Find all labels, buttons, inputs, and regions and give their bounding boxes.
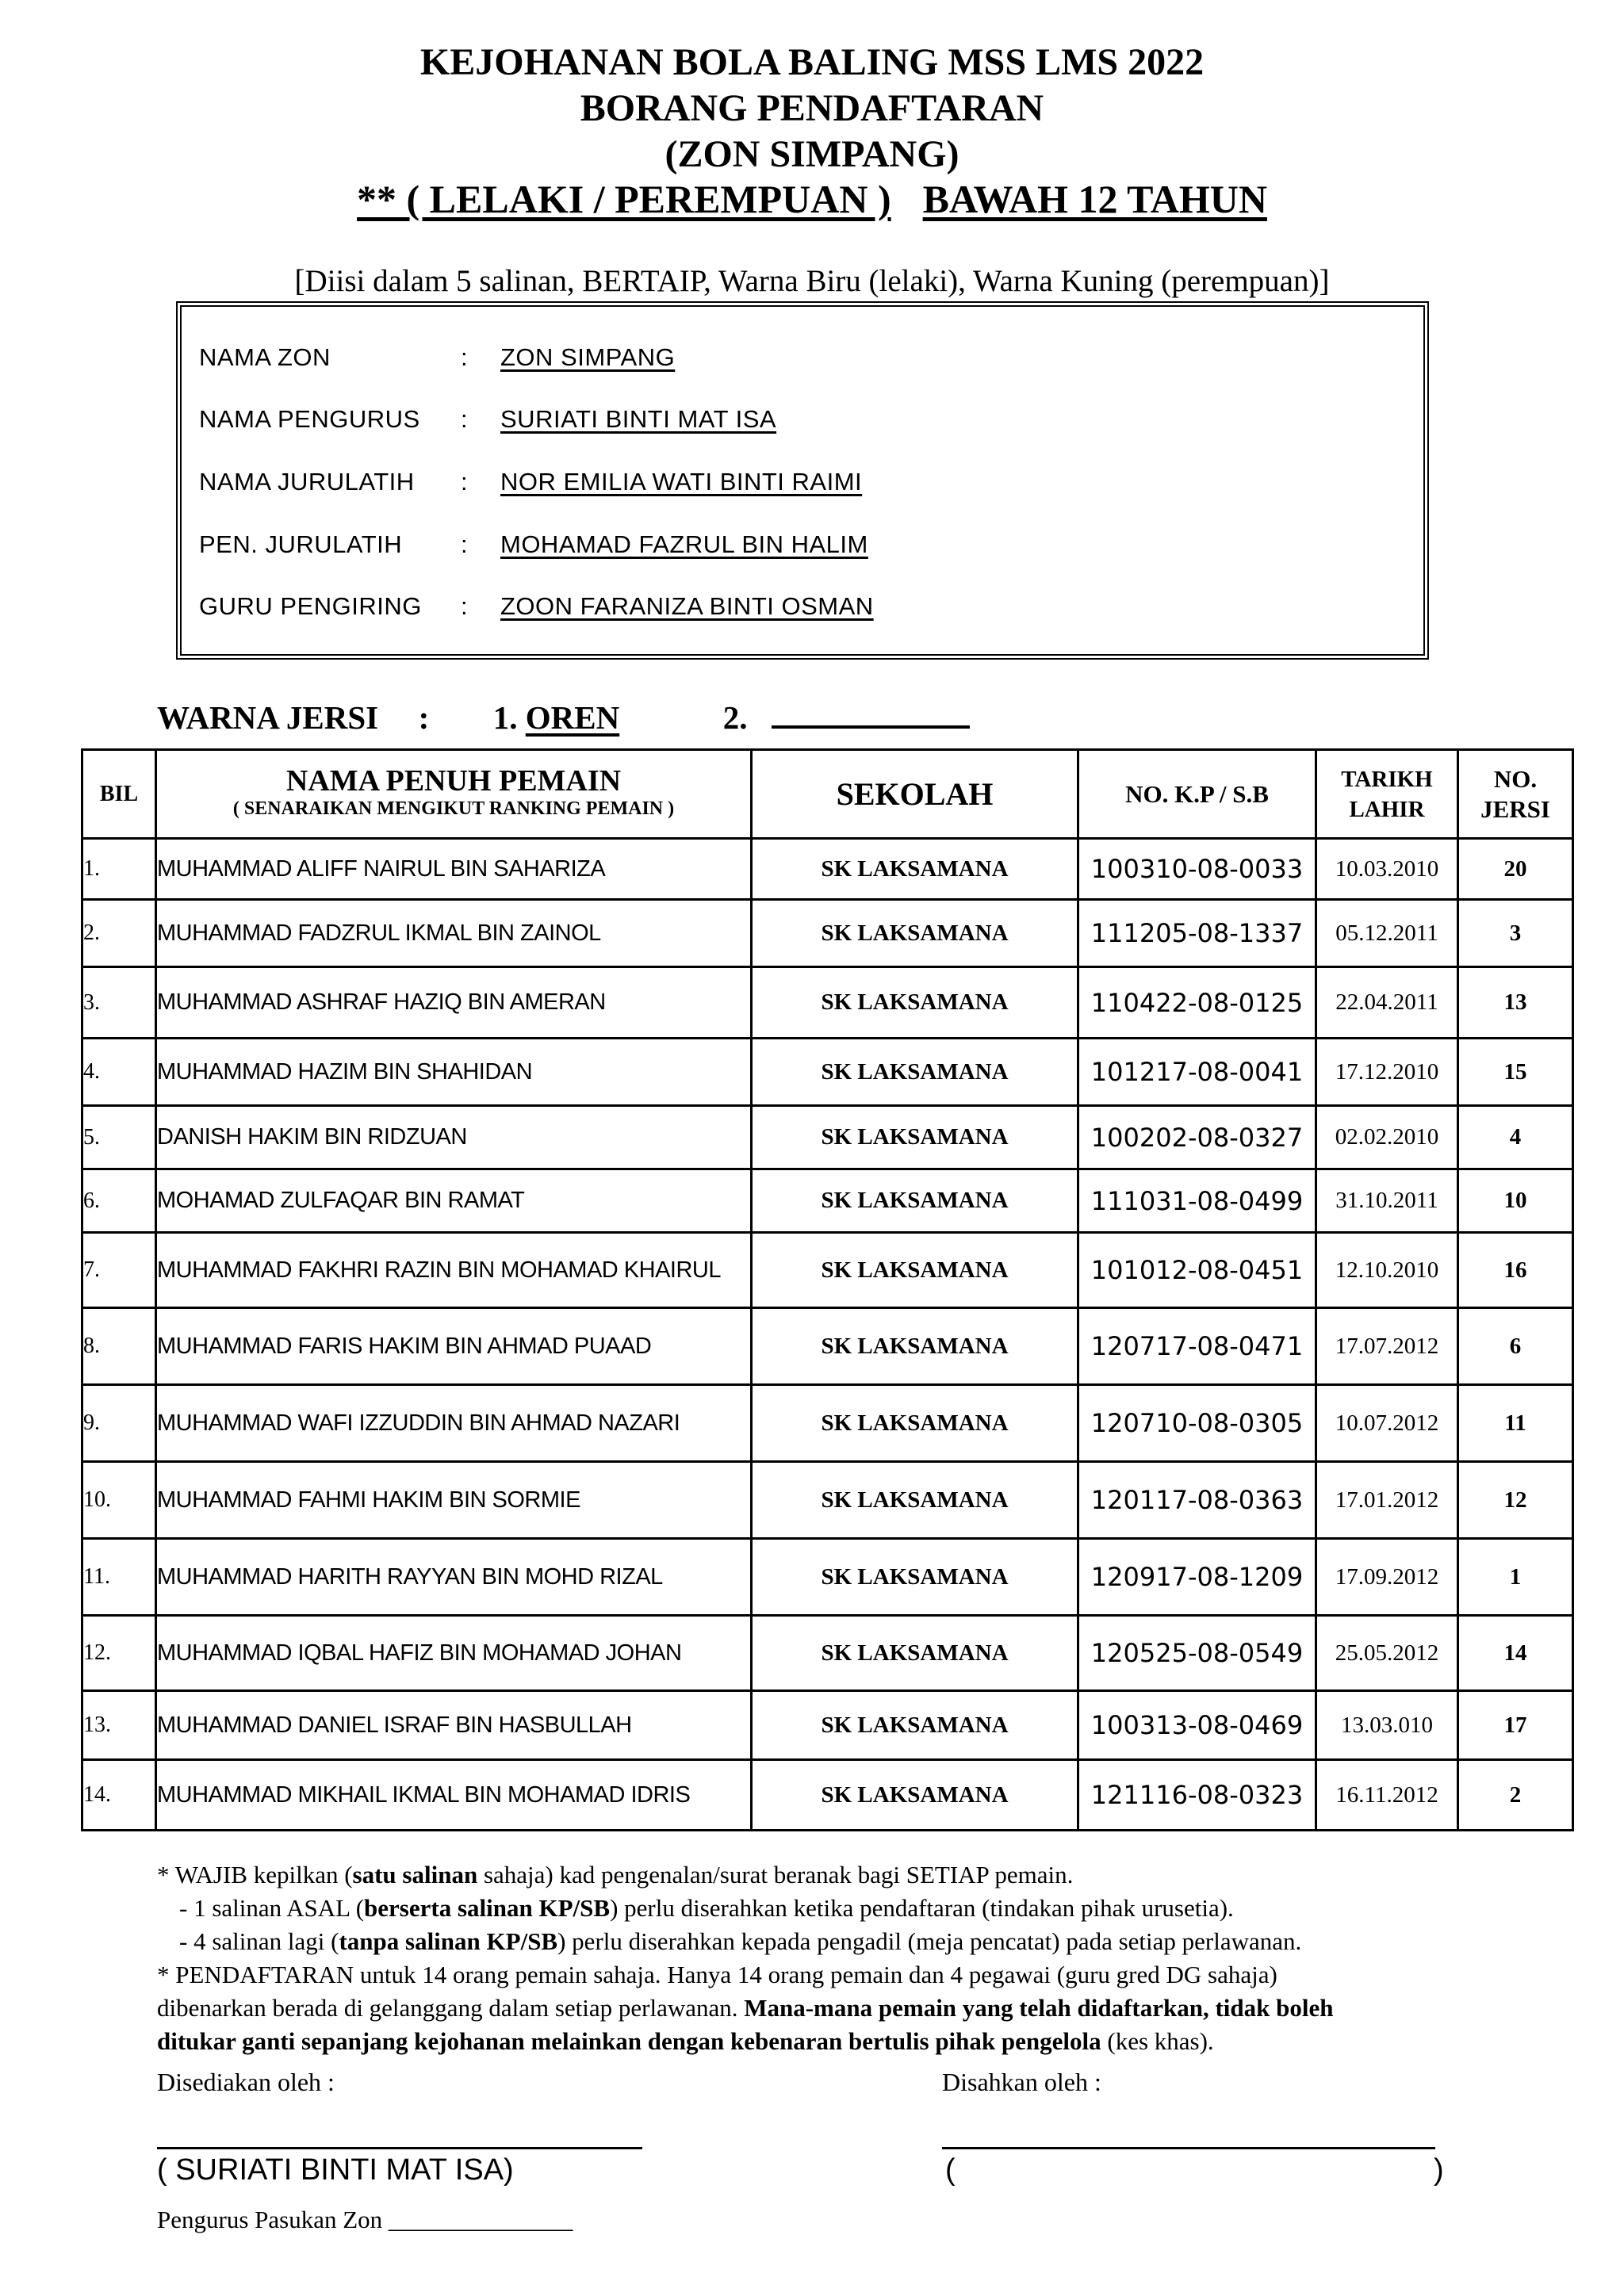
- cell-bil: 13.: [82, 1691, 156, 1760]
- cell-tarikh: 16.11.2012: [1316, 1760, 1458, 1831]
- cell-jersi: 12: [1458, 1462, 1573, 1539]
- cell-sekolah: SK LAKSAMANA: [752, 967, 1078, 1039]
- info-row-zone: [199, 343, 675, 372]
- cell-bil: 2.: [82, 900, 156, 967]
- cell-kp: 120117-08-0363: [1078, 1462, 1316, 1539]
- cell-tarikh: 10.07.2012: [1316, 1385, 1458, 1462]
- player-table: [81, 748, 1574, 1831]
- cell-kp: 100202-08-0327: [1078, 1106, 1316, 1169]
- team-info-box: [176, 301, 1429, 660]
- table-row: [82, 1760, 1573, 1831]
- cell-sekolah: SK LAKSAMANA: [752, 1169, 1078, 1233]
- cell-nama: MUHAMMAD DANIEL ISRAF BIN HASBULLAH: [156, 1691, 752, 1760]
- col-header-tarikh-1: TARIKH: [1341, 766, 1433, 792]
- cell-nama: MUHAMMAD WAFI IZZUDDIN BIN AHMAD NAZARI: [156, 1385, 752, 1462]
- note-text: ) perlu diserahkan ketika pendaftaran (tindakan pihak urusetia).: [610, 1894, 1234, 1922]
- cell-jersi: 20: [1458, 839, 1573, 900]
- cell-kp: 101217-08-0041: [1078, 1039, 1316, 1106]
- approved-by-close-paren: ): [1434, 2153, 1444, 2187]
- note-text: dibenarkan berada di gelanggang dalam setiap perlawanan.: [157, 1994, 745, 2022]
- cell-bil: 3.: [82, 967, 156, 1039]
- cell-bil: 12.: [82, 1616, 156, 1691]
- note-text: - 1 salinan ASAL (: [179, 1894, 365, 1922]
- note-text: (kes khas).: [1101, 2027, 1214, 2055]
- cell-kp: 100313-08-0469: [1078, 1691, 1316, 1760]
- prepared-by-signature-line: [157, 2147, 642, 2149]
- cell-sekolah: SK LAKSAMANA: [752, 1616, 1078, 1691]
- cell-tarikh: 31.10.2011: [1316, 1169, 1458, 1233]
- approved-by-open-paren: (: [945, 2153, 956, 2187]
- cell-kp: 100310-08-0033: [1078, 839, 1316, 900]
- col-header-jersi-1: NO.: [1493, 764, 1538, 793]
- note-line: [157, 1858, 1505, 1892]
- cell-jersi: 17: [1458, 1691, 1573, 1760]
- table-row: [82, 839, 1573, 900]
- cell-bil: 4.: [82, 1039, 156, 1106]
- info-colon: :: [461, 468, 469, 496]
- cell-tarikh: 05.12.2011: [1316, 900, 1458, 967]
- cell-sekolah: SK LAKSAMANA: [752, 839, 1078, 900]
- table-row: [82, 1539, 1573, 1616]
- cell-tarikh: 17.12.2010: [1316, 1039, 1458, 1106]
- note-line: [157, 1925, 1505, 1958]
- cell-tarikh: 17.09.2012: [1316, 1539, 1458, 1616]
- info-colon: :: [461, 530, 469, 558]
- info-label: NAMA ZON: [199, 343, 331, 371]
- table-row: [82, 1233, 1573, 1308]
- form-title-line2: BORANG PENDAFTARAN: [580, 87, 1044, 129]
- cell-tarikh: 17.01.2012: [1316, 1462, 1458, 1539]
- info-value: NOR EMILIA WATI BINTI RAIMI: [500, 468, 863, 496]
- note-line: [157, 1892, 1505, 1925]
- table-row: [82, 1169, 1573, 1233]
- note-text: sahaja) kad pengenalan/surat beranak bagi SETIAP pemain.: [477, 1861, 1074, 1888]
- cell-jersi: 10: [1458, 1169, 1573, 1233]
- col-header-tarikh-2: LAHIR: [1349, 796, 1425, 822]
- cell-kp: 120710-08-0305: [1078, 1385, 1316, 1462]
- cell-kp: 111205-08-1337: [1078, 900, 1316, 967]
- info-value: SURIATI BINTI MAT ISA: [500, 405, 777, 433]
- col-header-nama-main: NAMA PENUH PEMAIN: [285, 764, 622, 798]
- cell-tarikh: 12.10.2010: [1316, 1233, 1458, 1308]
- cell-tarikh: 10.03.2010: [1316, 839, 1458, 900]
- note-bold: tanpa salinan KP/SB: [339, 1927, 558, 1955]
- info-label: PEN. JURULATIH: [199, 530, 403, 558]
- cell-sekolah: SK LAKSAMANA: [752, 1691, 1078, 1760]
- cell-kp: 121116-08-0323: [1078, 1760, 1316, 1831]
- note-line: [157, 1992, 1505, 2025]
- table-row: [82, 1308, 1573, 1385]
- info-label: NAMA PENGURUS: [199, 405, 420, 433]
- col-header-jersi: [1458, 750, 1573, 839]
- info-label: NAMA JURULATIH: [199, 468, 415, 496]
- cell-sekolah: SK LAKSAMANA: [752, 1106, 1078, 1169]
- form-title-line1: KEJOHANAN BOLA BALING MSS LMS 2022: [419, 41, 1205, 83]
- prepared-by-name: ( SURIATI BINTI MAT ISA): [157, 2153, 514, 2187]
- cell-sekolah: SK LAKSAMANA: [752, 900, 1078, 967]
- info-row-escort-teacher: [199, 592, 874, 621]
- cell-nama: MUHAMMAD ASHRAF HAZIQ BIN AMERAN: [156, 967, 752, 1039]
- col-header-nama: [156, 750, 752, 839]
- approved-by-signature-line: [942, 2147, 1435, 2149]
- info-label: GURU PENGIRING: [199, 592, 422, 620]
- gender-category: ** ( LELAKI / PEREMPUAN ): [357, 177, 891, 221]
- jersey-color-line: [157, 694, 970, 737]
- col-header-kp: NO. K.P / S.B: [1078, 750, 1316, 839]
- jersey-colon: :: [418, 699, 430, 736]
- cell-tarikh: 02.02.2010: [1316, 1106, 1458, 1169]
- cell-jersi: 15: [1458, 1039, 1573, 1106]
- cell-kp: 120525-08-0549: [1078, 1616, 1316, 1691]
- cell-tarikh: 22.04.2011: [1316, 967, 1458, 1039]
- approved-by-label: Disahkan oleh :: [942, 2068, 1101, 2096]
- cell-nama: DANISH HAKIM BIN RIDZUAN: [156, 1106, 752, 1169]
- cell-bil: 14.: [82, 1760, 156, 1831]
- cell-jersi: 16: [1458, 1233, 1573, 1308]
- cell-nama: MUHAMMAD HAZIM BIN SHAHIDAN: [156, 1039, 752, 1106]
- note-line: * PENDAFTARAN untuk 14 orang pemain sahaja. Hanya 14 orang pemain dan 4 pegawai (guru gred DG sahaja): [157, 1961, 1277, 1988]
- note-bold: Mana-mana pemain yang telah didaftarkan, tidak boleh: [744, 1994, 1334, 2022]
- cell-sekolah: SK LAKSAMANA: [752, 1539, 1078, 1616]
- cell-sekolah: SK LAKSAMANA: [752, 1760, 1078, 1831]
- cell-sekolah: SK LAKSAMANA: [752, 1385, 1078, 1462]
- table-row: [82, 1106, 1573, 1169]
- note-bold: satu salinan: [352, 1861, 478, 1888]
- cell-bil: 6.: [82, 1169, 156, 1233]
- age-category: BAWAH 12 TAHUN: [922, 177, 1267, 221]
- cell-nama: MUHAMMAD ALIFF NAIRUL BIN SAHARIZA: [156, 839, 752, 900]
- note-line: [157, 2025, 1505, 2058]
- cell-sekolah: SK LAKSAMANA: [752, 1039, 1078, 1106]
- prepared-by-label: Disediakan oleh :: [157, 2068, 335, 2096]
- cell-tarikh: 25.05.2012: [1316, 1616, 1458, 1691]
- cell-nama: MUHAMMAD FAKHRI RAZIN BIN MOHAMAD KHAIRUL: [156, 1233, 752, 1308]
- info-value: MOHAMAD FAZRUL BIN HALIM: [500, 530, 868, 558]
- table-row: [82, 1385, 1573, 1462]
- cell-tarikh: 13.03.010: [1316, 1691, 1458, 1760]
- table-row: [82, 900, 1573, 967]
- cell-sekolah: SK LAKSAMANA: [752, 1308, 1078, 1385]
- info-value: ZOON FARANIZA BINTI OSMAN: [500, 592, 874, 620]
- fill-instruction: [Diisi dalam 5 salinan, BERTAIP, Warna Biru (lelaki), Warna Kuning (perempuan)]: [294, 264, 1330, 298]
- cell-bil: 5.: [82, 1106, 156, 1169]
- cell-bil: 7.: [82, 1233, 156, 1308]
- info-colon: :: [461, 343, 469, 371]
- cell-kp: 110422-08-0125: [1078, 967, 1316, 1039]
- info-colon: :: [461, 592, 469, 620]
- cell-sekolah: SK LAKSAMANA: [752, 1233, 1078, 1308]
- form-title-line4: [0, 176, 1624, 222]
- cell-jersi: 1: [1458, 1539, 1573, 1616]
- cell-bil: 11.: [82, 1539, 156, 1616]
- jersey-color-2-blank: [772, 694, 970, 729]
- form-title-line3: (ZON SIMPANG): [665, 133, 959, 175]
- table-row: [82, 1462, 1573, 1539]
- cell-tarikh: 17.07.2012: [1316, 1308, 1458, 1385]
- jersey-item1-number: 1.: [492, 699, 518, 736]
- info-value: ZON SIMPANG: [500, 343, 676, 371]
- jersey-color-label: WARNA JERSI: [157, 699, 379, 736]
- info-colon: :: [461, 405, 469, 433]
- note-bold: berserta salinan KP/SB: [364, 1894, 611, 1922]
- col-header-tarikh: [1316, 750, 1458, 839]
- cell-bil: 9.: [82, 1385, 156, 1462]
- notes-section: [157, 1858, 1505, 2058]
- cell-nama: MUHAMMAD MIKHAIL IKMAL BIN MOHAMAD IDRIS: [156, 1760, 752, 1831]
- cell-sekolah: SK LAKSAMANA: [752, 1462, 1078, 1539]
- info-row-coach: [199, 468, 862, 496]
- cell-jersi: 2: [1458, 1760, 1573, 1831]
- cell-jersi: 11: [1458, 1385, 1573, 1462]
- cell-kp: 111031-08-0499: [1078, 1169, 1316, 1233]
- note-text: - 4 salinan lagi (: [179, 1927, 339, 1955]
- col-header-bil: BIL: [82, 750, 156, 839]
- jersey-color-1: OREN: [525, 699, 620, 736]
- cell-jersi: 6: [1458, 1308, 1573, 1385]
- table-row: [82, 1039, 1573, 1106]
- table-header-row: [82, 750, 1573, 839]
- cell-jersi: 13: [1458, 967, 1573, 1039]
- cell-nama: MUHAMMAD IQBAL HAFIZ BIN MOHAMAD JOHAN: [156, 1616, 752, 1691]
- cell-nama: MUHAMMAD HARITH RAYYAN BIN MOHD RIZAL: [156, 1539, 752, 1616]
- table-row: [82, 1691, 1573, 1760]
- cell-nama: MUHAMMAD FAHMI HAKIM BIN SORMIE: [156, 1462, 752, 1539]
- cell-bil: 10.: [82, 1462, 156, 1539]
- cell-nama: MUHAMMAD FADZRUL IKMAL BIN ZAINOL: [156, 900, 752, 967]
- cell-jersi: 14: [1458, 1616, 1573, 1691]
- info-row-assistant-coach: [199, 530, 868, 559]
- cell-nama: MOHAMAD ZULFAQAR BIN RAMAT: [156, 1169, 752, 1233]
- cell-jersi: 4: [1458, 1106, 1573, 1169]
- info-row-manager: [199, 405, 776, 434]
- note-bold: ditukar ganti sepanjang kejohanan melainkan dengan kebenaran bertulis pihak pengelola: [157, 2027, 1101, 2055]
- note-text: * WAJIB kepilkan (: [157, 1861, 353, 1888]
- cell-jersi: 3: [1458, 900, 1573, 967]
- col-header-nama-sub: ( SENARAIKAN MENGIKUT RANKING PEMAIN ): [232, 798, 675, 819]
- jersey-item2-number: 2.: [722, 699, 748, 736]
- cell-kp: 120717-08-0471: [1078, 1308, 1316, 1385]
- prepared-by-role: Pengurus Pasukan Zon _______________: [157, 2206, 573, 2233]
- cell-nama: MUHAMMAD FARIS HAKIM BIN AHMAD PUAAD: [156, 1308, 752, 1385]
- note-text: ) perlu diserahkan kepada pengadil (meja pencatat) pada setiap perlawanan.: [557, 1927, 1302, 1955]
- col-header-jersi-2: JERSI: [1480, 794, 1550, 823]
- cell-kp: 101012-08-0451: [1078, 1233, 1316, 1308]
- cell-bil: 1.: [82, 839, 156, 900]
- table-row: [82, 1616, 1573, 1691]
- cell-kp: 120917-08-1209: [1078, 1539, 1316, 1616]
- cell-bil: 8.: [82, 1308, 156, 1385]
- col-header-sekolah: SEKOLAH: [752, 750, 1078, 839]
- table-row: [82, 967, 1573, 1039]
